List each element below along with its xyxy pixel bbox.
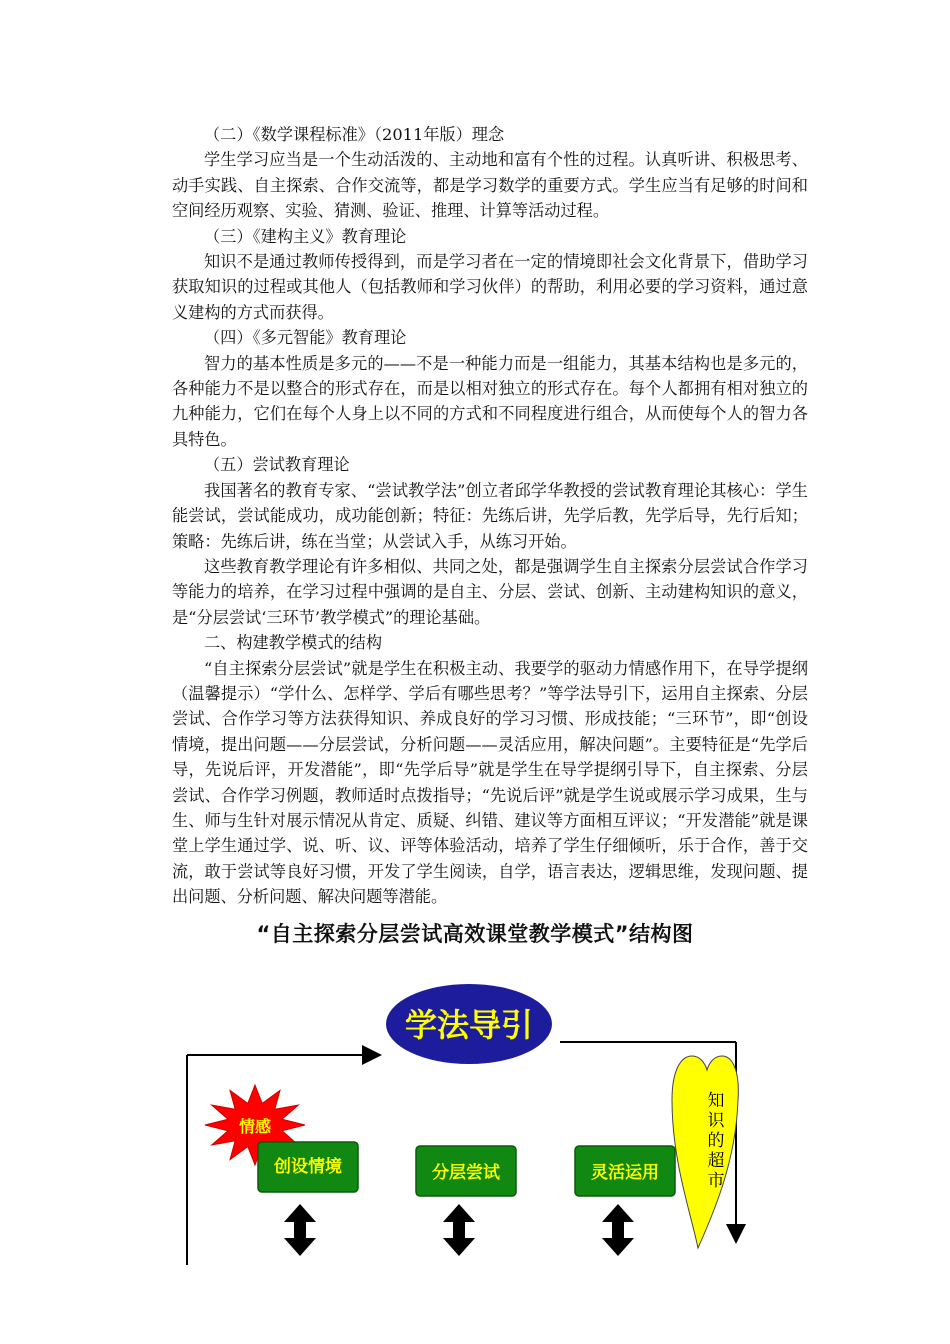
step-box-1 — [258, 1142, 358, 1192]
double-arrow-1 — [284, 1204, 316, 1256]
section-heading: （三）《建构主义》教育理论 — [204, 226, 407, 246]
step-box-3 — [575, 1146, 675, 1196]
structure-diagram — [0, 960, 950, 1344]
paragraph: 知识不是通过教师传授得到，而是学习者在一定的情境即社会文化背景下，借助学习获取知识的过程或其他人（包括教师和学习伙伴）的帮助，利用必要的学习资料，通过意义建构的方式而获得。 — [172, 252, 808, 322]
knowledge-supermarket-label — [708, 1091, 726, 1191]
step-label-3: 灵活运用 — [591, 1163, 659, 1183]
side-char-1: 知 — [707, 1091, 725, 1111]
knowledge-heart — [672, 1056, 738, 1248]
paragraph: 学生学习应当是一个生动活泼的、主动地和富有个性的过程。认真听讲、积极思考、动手实践、自主探索、合作交流等，都是学习数学的重要方式。学生应当有足够的时间和空间经历观察、实验、猜测、验证、推理、计算等活动过程。 — [172, 150, 808, 221]
paragraph: 智力的基本性质是多元的——不是一种能力而是一组能力，其基本结构也是多元的，各种能力不是以整合的形式存在，而是以相对独立的形式存在。每个人都拥有相对独立的九种能力，它们在每个人身上以不同的方式和不同程度进行组合，从而使每个人的智力各具特色。 — [172, 353, 808, 449]
step-box-2 — [416, 1146, 516, 1196]
paragraph: 这些教育教学理论有许多相似、共同之处，都是强调学生自主探索分层尝试合作学习等能力的培养，在学习过程中强调的是自主、分层、尝试、创新、主动建构知识的意义，是“分层尝试‘三环节’教学模式”的理论基础。 — [172, 556, 808, 627]
step-label-1: 创设情境 — [274, 1157, 342, 1177]
method-guide-label: 学法导引 — [404, 1006, 534, 1044]
document-body — [172, 122, 808, 910]
section-heading: （四）《多元智能》教育理论 — [204, 328, 407, 348]
step-label-2: 分层尝试 — [432, 1163, 500, 1183]
section-heading: 二、构建教学模式的结构 — [204, 633, 383, 653]
section-heading: （五）尝试教育理论 — [204, 455, 350, 475]
double-arrow-3 — [602, 1204, 634, 1256]
paragraph: “自主探索分层尝试”就是学生在积极主动、我要学的驱动力情感作用下，在导学提纲（温馨提示）“学什么、怎样学、学后有哪些思考？”等学法导引下，运用自主探索、分层尝试、合作学习等方法获得知识、养成良好的学习习惯、形成技能；“三环节”，即“创设情境，提出问题——分层尝试，分析问题——灵活应用，解决问题”。主要特征是“先学后导，先说后评，开发潜能”，即“先学后导”就是学生在导学提纲引导下，自主探索、分层尝试、合作学习例题，教师适时点拨指导；“先说后评”就是学生说或展示学习成果，生与生、师与生针对展示情况从肯定、质疑、纠错、建议等方面相互评议；“开发潜能”就是课堂上学生通过学、说、听、议、评等体验活动，培养了学生仔细倾听，乐于合作，善于交流，敢于尝试等良好习惯，开发了学生阅读，自学，语言表达，逻辑思维，发现问题、提出问题、分析问题、解决问题等潜能。 — [172, 658, 808, 907]
side-char-5: 市 — [707, 1171, 725, 1191]
section-heading: （二）《数学课程标准》（2011年版）理念 — [204, 125, 505, 144]
emotion-label: 情感 — [238, 1117, 272, 1136]
diagram-title: “自主探索分层尝试高效课堂教学模式”结构图 — [256, 922, 694, 946]
double-arrow-2 — [443, 1204, 475, 1256]
side-char-3: 的 — [707, 1131, 725, 1151]
paragraph: 我国著名的教育专家、“尝试教学法”创立者邱学华教授的尝试教育理论其核心：学生能尝试，尝试能成功，成功能创新；特征：先练后讲，先学后教，先学后导，先行后知；策略：先练后讲，练在当堂；从尝试入手，从练习开始。 — [172, 480, 808, 551]
side-char-2: 识 — [707, 1111, 725, 1131]
side-char-4: 超 — [707, 1151, 725, 1171]
